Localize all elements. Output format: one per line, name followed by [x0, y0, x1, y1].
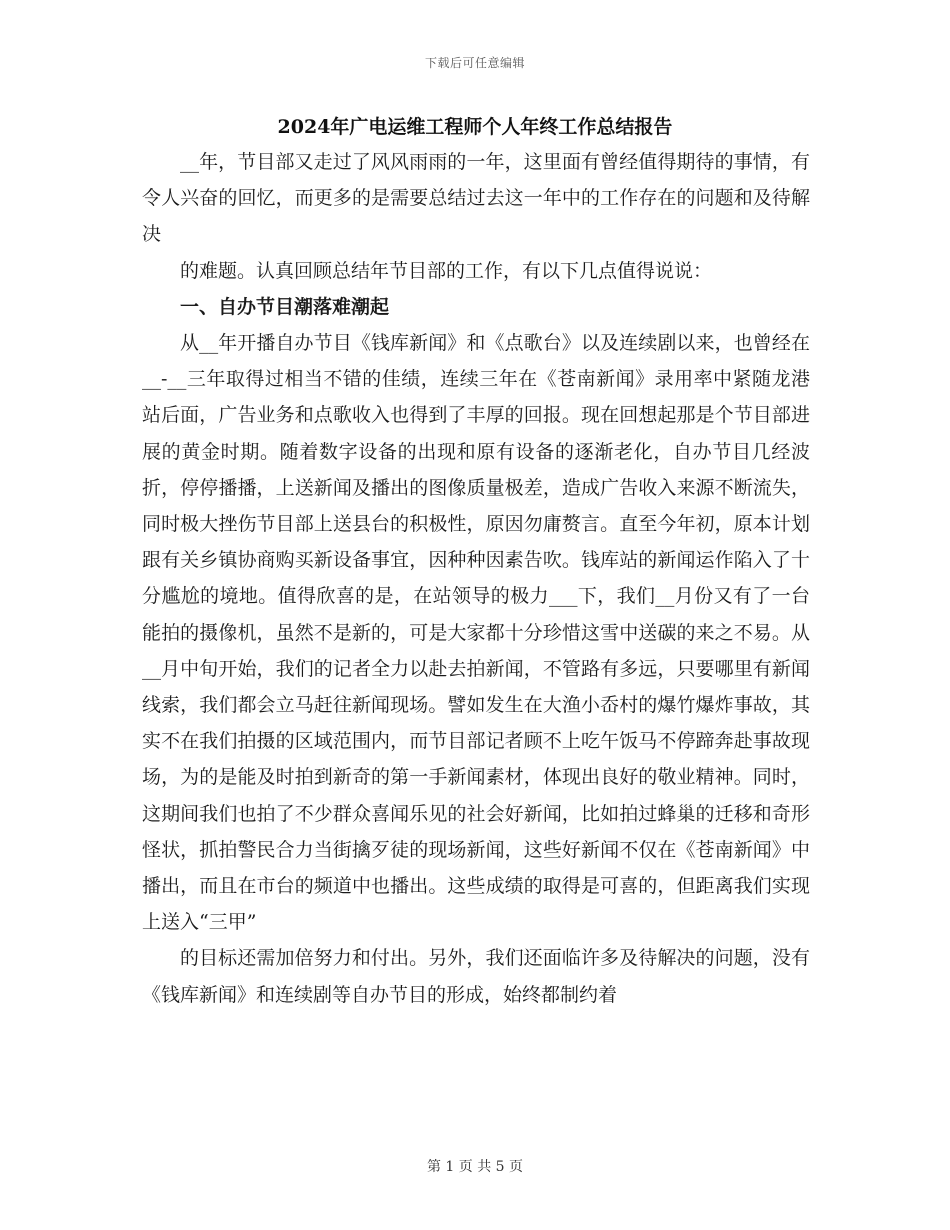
paragraph-section-body: 从__年开播自办节目《钱库新闻》和《点歌台》以及连续剧以来，也曾经在__-__三年取得过相当不错的佳绩，连续三年在《苍南新闻》录用率中紧随龙港站后面，广告业务和点歌收入也得到了丰厚的回报。现在回想起那是个节目部进展的黄金时期。随着数字设备的出现和原有设备的逐渐老化，自办节目几经波折，停停播播，上送新闻及播出的图像质量极差，造成广告收入来源不断流失，同时极大挫伤节目部上送县台的积极性，原因勿庸赘言。直至今年初，原本计划跟有关乡镇协商购买新设备事宜，因种种因素告吹。钱库站的新闻运作陷入了十分尴尬的境地。值得欣喜的是，在站领导的极力___下，我们__月份又有了一台能拍的摄像机，虽然不是新的，可是大家都十分珍惜这雪中送碳的来之不易。从__月中旬开始，我们的记者全力以赴去拍新闻，不管路有多远，只要哪里有新闻线索，我们都会立马赶往新闻现场。譬如发生在大渔小岙村的爆竹爆炸事故，其实不在我们拍摄的区域范围内，而节目部记者顾不上吃午饭马不停蹄奔赴事故现场，为的是能及时拍到新奇的第一手新闻素材，体现出良好的敬业精神。同时，这期间我们也拍了不少群众喜闻乐见的社会好新闻，比如拍过蜂巢的迁移和奇形怪状，抓拍警民合力当街擒歹徒的现场新闻，这些好新闻不仅在《苍南新闻》中播出，而且在市台的频道中也播出。这些成绩的取得是可喜的，但距离我们实现上送入“三甲” — [142, 332, 810, 934]
document-title: 2024年广电运维工程师个人年终工作总结报告 — [277, 116, 673, 138]
section-heading: 一、自办节目潮落难潮起 — [180, 295, 390, 318]
paragraph-intro: __年，节目部又走过了风风雨雨的一年，这里面有曾经值得期待的事情，有令人兴奋的回忆，而更多的是需要总结过去这一年中的工作存在的问题和及待解决 — [142, 151, 810, 246]
paragraph-intro-continued: 的难题。认真回顾总结年节目部的工作，有以下几点值得说说： — [180, 259, 713, 282]
header-note: 下载后可任意编辑 — [424, 56, 525, 70]
document-body — [142, 144, 810, 1013]
paragraph-section-continued: 的目标还需加倍努力和付出。另外，我们还面临许多及待解决的问题，没有《钱库新闻》和连续剧等自办节目的形成，始终都制约着 — [142, 947, 810, 1006]
page-number: 第 1 页 共 5 页 — [426, 1159, 524, 1175]
